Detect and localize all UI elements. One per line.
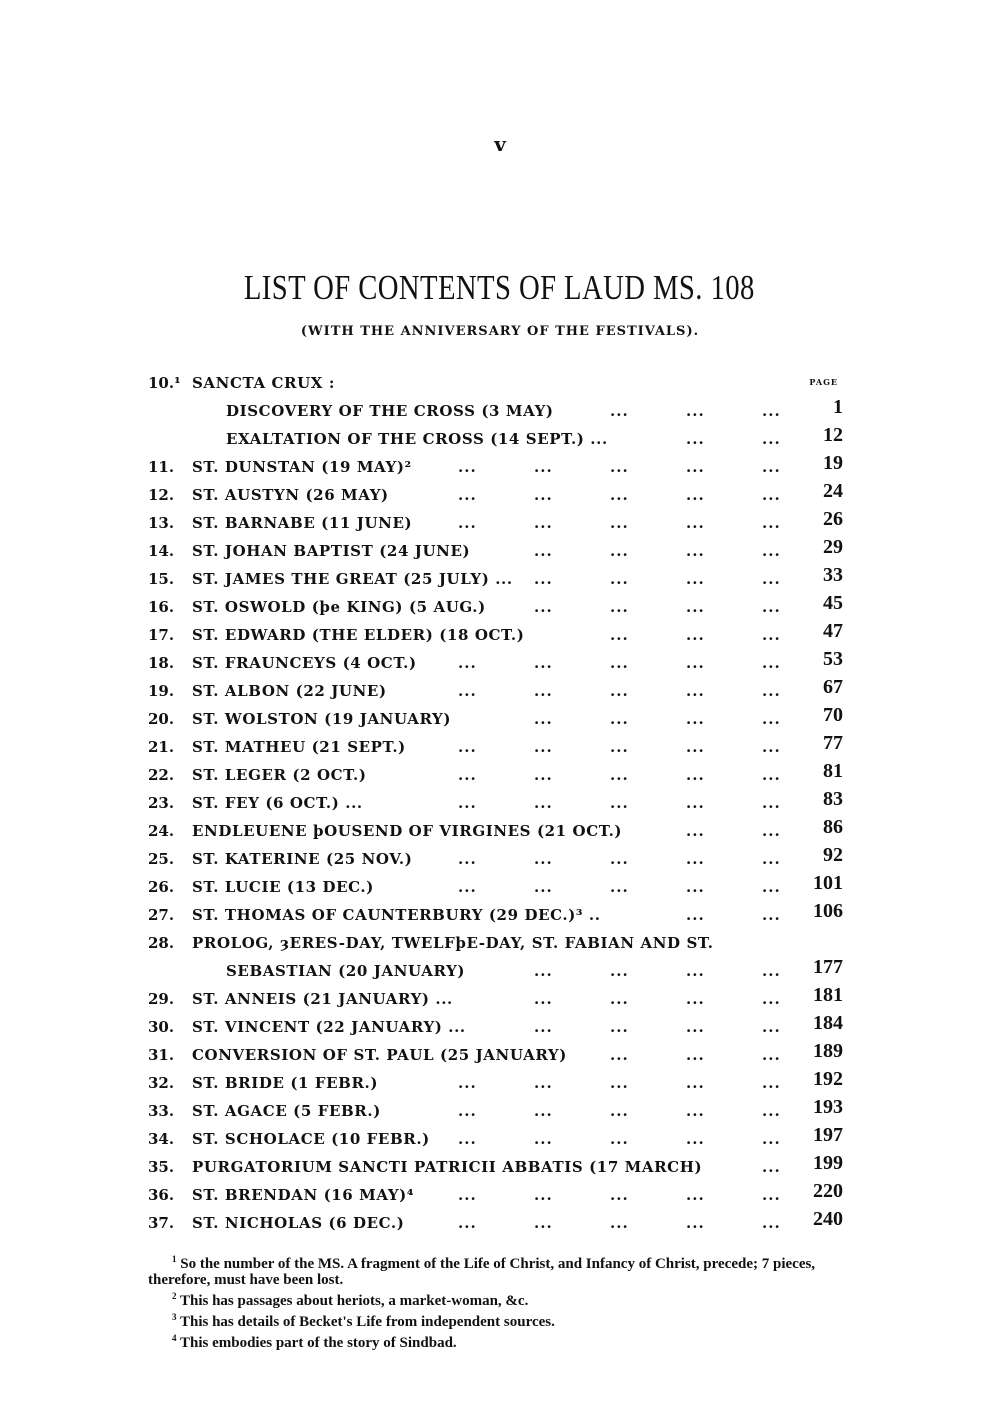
contents-entry bbox=[148, 760, 843, 788]
dot-leader: ... bbox=[762, 1046, 781, 1064]
dot-leader: ... bbox=[610, 626, 629, 644]
entry-number: 16. bbox=[148, 598, 175, 616]
entry-title: ST. FEY (6 OCT.) ... bbox=[192, 794, 363, 812]
entry-title: CONVERSION OF ST. PAUL (25 JANUARY) bbox=[192, 1046, 567, 1064]
entry-number: 30. bbox=[148, 1018, 175, 1036]
contents-entry bbox=[148, 1096, 843, 1124]
dot-leader: ... bbox=[610, 794, 629, 812]
dot-leader: ... bbox=[762, 570, 781, 588]
entry-number: 37. bbox=[148, 1214, 175, 1232]
dot-leader: ... bbox=[610, 598, 629, 616]
dot-leader: ... bbox=[610, 738, 629, 756]
entry-page-number: 45 bbox=[823, 592, 843, 614]
dot-leader: ... bbox=[762, 542, 781, 560]
contents-entry bbox=[148, 732, 843, 760]
entry-number: 13. bbox=[148, 514, 175, 532]
entry-number: 19. bbox=[148, 682, 175, 700]
dot-leader: ... bbox=[686, 1018, 705, 1036]
dot-leader: ... bbox=[610, 850, 629, 868]
dot-leader: ... bbox=[686, 990, 705, 1008]
entry-page-number: 92 bbox=[823, 844, 843, 866]
entry-page-number: 24 bbox=[823, 480, 843, 502]
entry-page-number: 192 bbox=[813, 1068, 843, 1090]
entry-title: ST. OSWOLD (þe KING) (5 AUG.) bbox=[192, 598, 486, 616]
dot-leader: ... bbox=[686, 1074, 705, 1092]
dot-leader: ... bbox=[534, 710, 553, 728]
footnotes bbox=[148, 1251, 838, 1351]
entry-title: PROLOG, ȝERES-DAY, TWELFþE-DAY, ST. FABIAN AND ST. bbox=[192, 934, 714, 952]
entry-title: ST. DUNSTAN (19 MAY)² bbox=[192, 458, 412, 476]
entry-title: ST. KATERINE (25 NOV.) bbox=[192, 850, 413, 868]
dot-leader: ... bbox=[610, 1046, 629, 1064]
dot-leader: ... bbox=[458, 654, 477, 672]
dot-leader: ... bbox=[762, 1130, 781, 1148]
entry-page-number: 106 bbox=[813, 900, 843, 922]
dot-leader: ... bbox=[686, 850, 705, 868]
dot-leader: ... bbox=[458, 738, 477, 756]
dot-leader: ... bbox=[610, 1186, 629, 1204]
dot-leader: ... bbox=[610, 1130, 629, 1148]
entry-number: 31. bbox=[148, 1046, 175, 1064]
footnote-mark: 3 bbox=[172, 1312, 177, 1322]
dot-leader: ... bbox=[534, 962, 553, 980]
entry-title: ST. EDWARD (THE ELDER) (18 OCT.) bbox=[192, 626, 525, 644]
footnote bbox=[148, 1330, 838, 1351]
entry-page-number: 199 bbox=[813, 1152, 843, 1174]
entry-number: 33. bbox=[148, 1102, 175, 1120]
dot-leader: ... bbox=[762, 990, 781, 1008]
dot-leader: ... bbox=[610, 1214, 629, 1232]
dot-leader: ... bbox=[534, 1186, 553, 1204]
dot-leader: ... bbox=[762, 682, 781, 700]
contents-entry bbox=[148, 564, 843, 592]
entry-title: ST. LUCIE (13 DEC.) bbox=[192, 878, 374, 896]
entry-page-number: 1 bbox=[833, 396, 843, 418]
entry-number: 21. bbox=[148, 738, 175, 756]
contents-entry bbox=[148, 536, 843, 564]
dot-leader: ... bbox=[534, 570, 553, 588]
entry-page-number: 67 bbox=[823, 676, 843, 698]
entry-title: SANCTA CRUX : bbox=[192, 374, 336, 392]
dot-leader: ... bbox=[762, 458, 781, 476]
contents-entry bbox=[148, 1152, 843, 1180]
entry-page-number: 81 bbox=[823, 760, 843, 782]
contents-entry bbox=[148, 648, 843, 676]
dot-leader: ... bbox=[610, 486, 629, 504]
contents-entry bbox=[148, 956, 843, 984]
dot-leader: ... bbox=[686, 878, 705, 896]
dot-leader: ... bbox=[686, 1046, 705, 1064]
contents-entry bbox=[148, 424, 843, 452]
dot-leader: ... bbox=[458, 458, 477, 476]
footnote-text: This has passages about heriots, a market-woman, &c. bbox=[176, 1293, 529, 1309]
entry-page-number: 189 bbox=[813, 1040, 843, 1062]
entry-title: ST. LEGER (2 OCT.) bbox=[192, 766, 367, 784]
entry-number: 10.¹ bbox=[148, 374, 181, 392]
dot-leader: ... bbox=[610, 514, 629, 532]
contents-entry bbox=[148, 480, 843, 508]
dot-leader: ... bbox=[458, 1074, 477, 1092]
dot-leader: ... bbox=[686, 486, 705, 504]
entry-page-number: 193 bbox=[813, 1096, 843, 1118]
entry-title: ST. ALBON (22 JUNE) bbox=[192, 682, 387, 700]
dot-leader: ... bbox=[458, 1102, 477, 1120]
dot-leader: ... bbox=[762, 1102, 781, 1120]
dot-leader: ... bbox=[762, 1158, 781, 1176]
contents-entry bbox=[148, 928, 843, 956]
dot-leader: ... bbox=[762, 514, 781, 532]
dot-leader: ... bbox=[762, 430, 781, 448]
entry-title: EXALTATION OF THE CROSS (14 SEPT.) ... bbox=[226, 430, 608, 448]
dot-leader: ... bbox=[686, 514, 705, 532]
dot-leader: ... bbox=[534, 458, 553, 476]
dot-leader: ... bbox=[610, 1102, 629, 1120]
dot-leader: ... bbox=[686, 906, 705, 924]
entry-number: 12. bbox=[148, 486, 175, 504]
footnote-text: So the number of the MS. A fragment of the Life of Christ, and Infancy of Christ, precede; 7 pieces, therefore, must have been lost. bbox=[148, 1256, 816, 1288]
dot-leader: ... bbox=[610, 654, 629, 672]
dot-leader: ... bbox=[534, 990, 553, 1008]
dot-leader: ... bbox=[686, 822, 705, 840]
dot-leader: ... bbox=[534, 682, 553, 700]
entry-number: 18. bbox=[148, 654, 175, 672]
dot-leader: ... bbox=[534, 598, 553, 616]
entry-page-number: 197 bbox=[813, 1124, 843, 1146]
contents-entry bbox=[148, 844, 843, 872]
dot-leader: ... bbox=[762, 486, 781, 504]
contents-entry bbox=[148, 1124, 843, 1152]
entry-title: PURGATORIUM SANCTI PATRICII ABBATIS (17 MARCH) bbox=[192, 1158, 703, 1176]
dot-leader: ... bbox=[686, 962, 705, 980]
dot-leader: ... bbox=[458, 1130, 477, 1148]
dot-leader: ... bbox=[610, 570, 629, 588]
entry-title: ENDLEUENE þOUSEND OF VIRGINES (21 OCT.) bbox=[192, 822, 623, 840]
dot-leader: ... bbox=[610, 1018, 629, 1036]
contents-entry bbox=[148, 620, 843, 648]
entry-page-number: 12 bbox=[823, 424, 843, 446]
footnote bbox=[148, 1309, 838, 1330]
dot-leader: ... bbox=[762, 626, 781, 644]
dot-leader: ... bbox=[686, 710, 705, 728]
entry-page-number: 26 bbox=[823, 508, 843, 530]
dot-leader: ... bbox=[762, 1214, 781, 1232]
entry-title: ST. SCHOLACE (10 FEBR.) bbox=[192, 1130, 430, 1148]
dot-leader: ... bbox=[534, 1074, 553, 1092]
entry-number: 14. bbox=[148, 542, 175, 560]
contents-entry bbox=[148, 900, 843, 928]
footnote-text: This has details of Becket's Life from independent sources. bbox=[176, 1314, 555, 1330]
entry-page-number: 33 bbox=[823, 564, 843, 586]
entry-number: 17. bbox=[148, 626, 175, 644]
dot-leader: ... bbox=[458, 1186, 477, 1204]
entry-number: 25. bbox=[148, 850, 175, 868]
contents-entry bbox=[148, 452, 843, 480]
entry-page-number: 181 bbox=[813, 984, 843, 1006]
entry-number: 34. bbox=[148, 1130, 175, 1148]
entry-page-number: 77 bbox=[823, 732, 843, 754]
contents-entry bbox=[148, 592, 843, 620]
dot-leader: ... bbox=[458, 878, 477, 896]
contents-entry bbox=[148, 508, 843, 536]
contents-entry bbox=[148, 788, 843, 816]
dot-leader: ... bbox=[534, 514, 553, 532]
contents-entry bbox=[148, 984, 843, 1012]
dot-leader: ... bbox=[534, 766, 553, 784]
dot-leader: ... bbox=[686, 458, 705, 476]
dot-leader: ... bbox=[610, 1074, 629, 1092]
page-title: LIST OF CONTENTS OF LAUD MS. 108 bbox=[243, 268, 755, 307]
dot-leader: ... bbox=[762, 850, 781, 868]
dot-leader: ... bbox=[762, 598, 781, 616]
dot-leader: ... bbox=[762, 1018, 781, 1036]
entry-number: 15. bbox=[148, 570, 175, 588]
dot-leader: ... bbox=[686, 1214, 705, 1232]
entry-page-number: 220 bbox=[813, 1180, 843, 1202]
dot-leader: ... bbox=[534, 486, 553, 504]
dot-leader: ... bbox=[610, 710, 629, 728]
footnote-text: This embodies part of the story of Sindbad. bbox=[176, 1335, 457, 1351]
contents-entry bbox=[148, 1180, 843, 1208]
dot-leader: ... bbox=[686, 626, 705, 644]
entry-title: ST. THOMAS OF CAUNTERBURY (29 DEC.)³ .. bbox=[192, 906, 601, 924]
dot-leader: ... bbox=[762, 822, 781, 840]
dot-leader: ... bbox=[762, 738, 781, 756]
page-subtitle: (WITH THE ANNIVERSARY OF THE FESTIVALS). bbox=[300, 324, 700, 339]
entry-number: 27. bbox=[148, 906, 175, 924]
dot-leader: ... bbox=[762, 906, 781, 924]
footnote-mark: 4 bbox=[172, 1333, 177, 1343]
dot-leader: ... bbox=[762, 794, 781, 812]
contents-entry bbox=[148, 1012, 843, 1040]
entry-page-number: 70 bbox=[823, 704, 843, 726]
dot-leader: ... bbox=[762, 654, 781, 672]
dot-leader: ... bbox=[762, 710, 781, 728]
contents-entry bbox=[148, 872, 843, 900]
dot-leader: ... bbox=[686, 1130, 705, 1148]
entry-number: 11. bbox=[148, 458, 175, 476]
entry-title: ST. JOHAN BAPTIST (24 JUNE) bbox=[192, 542, 471, 560]
entry-number: 35. bbox=[148, 1158, 175, 1176]
dot-leader: ... bbox=[686, 1186, 705, 1204]
entry-title: ST. BRIDE (1 FEBR.) bbox=[192, 1074, 379, 1092]
entry-title: ST. VINCENT (22 JANUARY) ... bbox=[192, 1018, 466, 1036]
contents-entry bbox=[148, 1068, 843, 1096]
dot-leader: ... bbox=[610, 682, 629, 700]
dot-leader: ... bbox=[458, 794, 477, 812]
dot-leader: ... bbox=[686, 766, 705, 784]
page-column-label: PAGE bbox=[809, 377, 838, 387]
entry-title: ST. BRENDAN (16 MAY)⁴ bbox=[192, 1186, 415, 1204]
dot-leader: ... bbox=[458, 682, 477, 700]
dot-leader: ... bbox=[762, 402, 781, 420]
entry-page-number: 29 bbox=[823, 536, 843, 558]
dot-leader: ... bbox=[762, 1074, 781, 1092]
dot-leader: ... bbox=[686, 654, 705, 672]
dot-leader: ... bbox=[686, 738, 705, 756]
dot-leader: ... bbox=[534, 1214, 553, 1232]
dot-leader: ... bbox=[458, 514, 477, 532]
entry-page-number: 83 bbox=[823, 788, 843, 810]
dot-leader: ... bbox=[686, 1102, 705, 1120]
contents-entry bbox=[148, 676, 843, 704]
entry-page-number: 177 bbox=[813, 956, 843, 978]
contents-entry bbox=[148, 1040, 843, 1068]
dot-leader: ... bbox=[534, 738, 553, 756]
dot-leader: ... bbox=[534, 1102, 553, 1120]
entry-title: ST. WOLSTON (19 JANUARY) bbox=[192, 710, 452, 728]
contents-entry bbox=[148, 1208, 843, 1236]
entry-number: 28. bbox=[148, 934, 175, 952]
dot-leader: ... bbox=[686, 402, 705, 420]
dot-leader: ... bbox=[762, 962, 781, 980]
dot-leader: ... bbox=[610, 542, 629, 560]
dot-leader: ... bbox=[534, 1130, 553, 1148]
dot-leader: ... bbox=[458, 766, 477, 784]
dot-leader: ... bbox=[686, 542, 705, 560]
entry-title: ST. AUSTYN (26 MAY) bbox=[192, 486, 389, 504]
dot-leader: ... bbox=[686, 430, 705, 448]
dot-leader: ... bbox=[686, 794, 705, 812]
dot-leader: ... bbox=[686, 682, 705, 700]
entry-number: 29. bbox=[148, 990, 175, 1008]
contents-list bbox=[148, 368, 843, 1236]
dot-leader: ... bbox=[762, 766, 781, 784]
entry-page-number: 184 bbox=[813, 1012, 843, 1034]
entry-page-number: 47 bbox=[823, 620, 843, 642]
entry-number: 22. bbox=[148, 766, 175, 784]
dot-leader: ... bbox=[610, 458, 629, 476]
entry-title: DISCOVERY OF THE CROSS (3 MAY) bbox=[226, 402, 554, 420]
contents-entry bbox=[148, 368, 843, 396]
footnote-mark: 1 bbox=[172, 1254, 177, 1264]
entry-page-number: 53 bbox=[823, 648, 843, 670]
entry-number: 24. bbox=[148, 822, 175, 840]
dot-leader: ... bbox=[534, 654, 553, 672]
entry-title: ST. JAMES THE GREAT (25 JULY) ... bbox=[192, 570, 513, 588]
dot-leader: ... bbox=[534, 850, 553, 868]
entry-title: SEBASTIAN (20 JANUARY) bbox=[226, 962, 466, 980]
dot-leader: ... bbox=[686, 570, 705, 588]
entry-title: ST. MATHEU (21 SEPT.) bbox=[192, 738, 406, 756]
dot-leader: ... bbox=[762, 1186, 781, 1204]
entry-title: ST. AGACE (5 FEBR.) bbox=[192, 1102, 381, 1120]
dot-leader: ... bbox=[534, 794, 553, 812]
entry-page-number: 86 bbox=[823, 816, 843, 838]
entry-number: 32. bbox=[148, 1074, 175, 1092]
dot-leader: ... bbox=[610, 878, 629, 896]
contents-entry bbox=[148, 816, 843, 844]
entry-number: 20. bbox=[148, 710, 175, 728]
dot-leader: ... bbox=[458, 486, 477, 504]
entry-title: ST. NICHOLAS (6 DEC.) bbox=[192, 1214, 405, 1232]
dot-leader: ... bbox=[458, 850, 477, 868]
dot-leader: ... bbox=[610, 766, 629, 784]
entry-title: ST. BARNABE (11 JUNE) bbox=[192, 514, 413, 532]
contents-entry bbox=[148, 396, 843, 424]
entry-title: ST. ANNEIS (21 JANUARY) ... bbox=[192, 990, 453, 1008]
footnote bbox=[148, 1288, 838, 1309]
dot-leader: ... bbox=[610, 962, 629, 980]
dot-leader: ... bbox=[610, 990, 629, 1008]
dot-leader: ... bbox=[534, 1018, 553, 1036]
entry-number: 36. bbox=[148, 1186, 175, 1204]
page-mark: v bbox=[494, 132, 506, 156]
entry-number: 23. bbox=[148, 794, 175, 812]
entry-number: 26. bbox=[148, 878, 175, 896]
footnote bbox=[148, 1251, 838, 1288]
entry-page-number: 19 bbox=[823, 452, 843, 474]
dot-leader: ... bbox=[686, 598, 705, 616]
entry-title: ST. FRAUNCEYS (4 OCT.) bbox=[192, 654, 417, 672]
entry-page-number: 101 bbox=[813, 872, 843, 894]
dot-leader: ... bbox=[458, 1214, 477, 1232]
contents-entry bbox=[148, 704, 843, 732]
dot-leader: ... bbox=[534, 878, 553, 896]
dot-leader: ... bbox=[610, 402, 629, 420]
footnote-mark: 2 bbox=[172, 1291, 177, 1301]
dot-leader: ... bbox=[534, 542, 553, 560]
dot-leader: ... bbox=[762, 878, 781, 896]
entry-page-number: 240 bbox=[813, 1208, 843, 1230]
